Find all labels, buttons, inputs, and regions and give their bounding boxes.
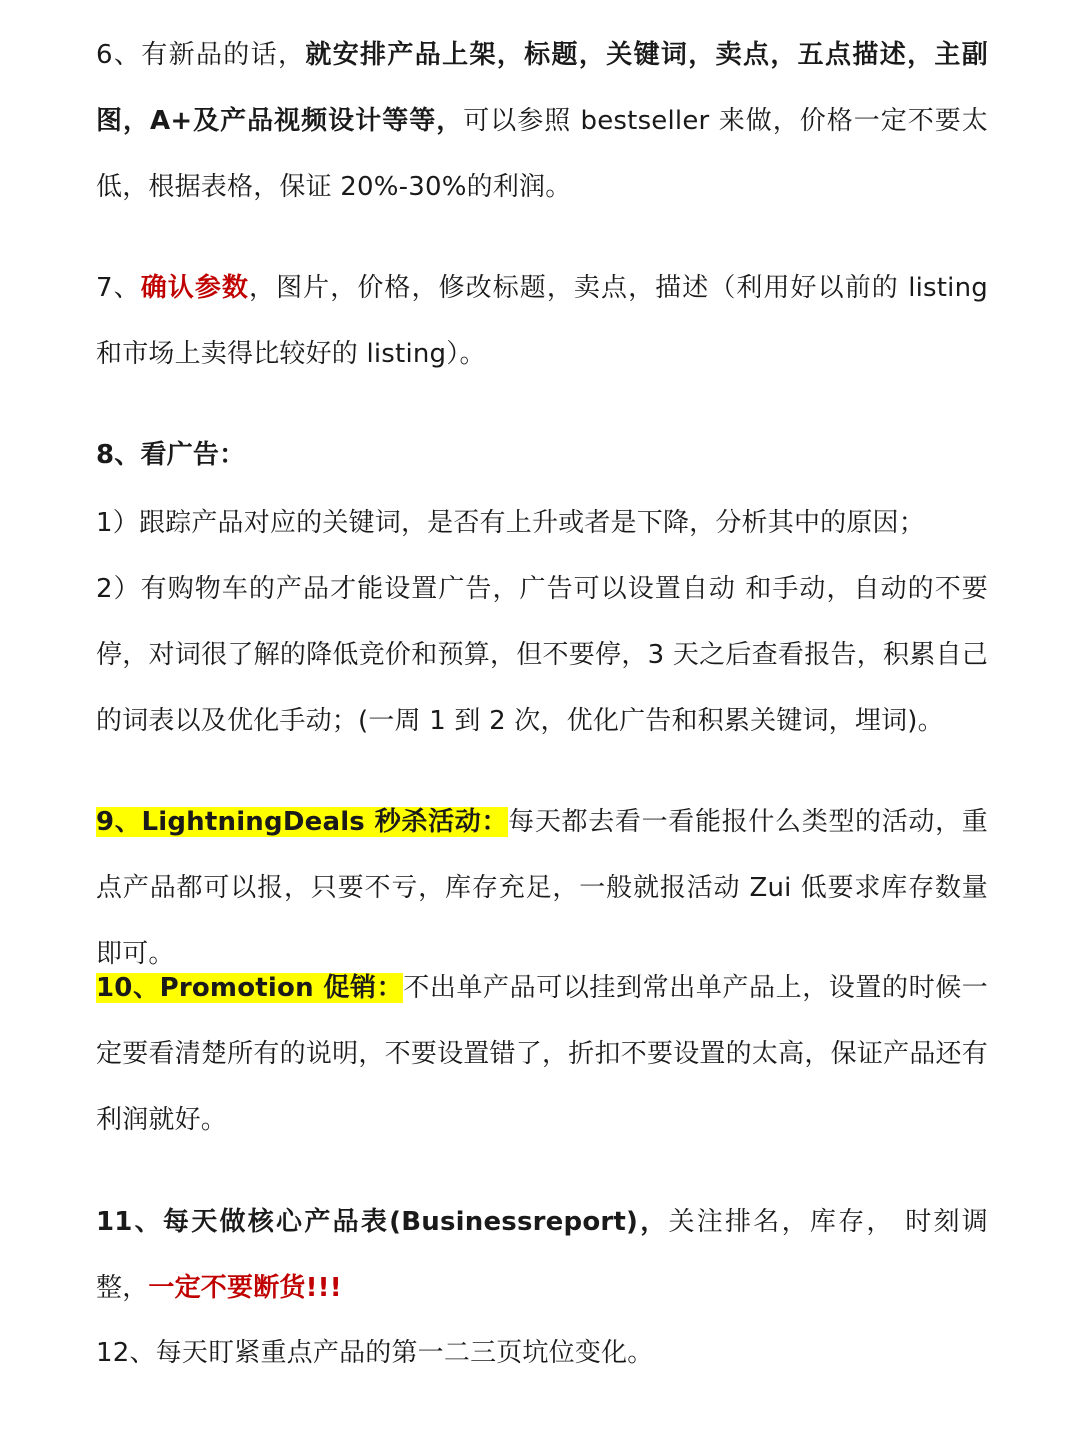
item-8-heading: 8、看广告：: [96, 440, 246, 470]
item-8-sub-1: 1）跟踪产品对应的关键词，是否有上升或者是下降，分析其中的原因；: [96, 508, 925, 538]
item-8-sub-2: 2）有购物车的产品才能设置广告，广告可以设置自动 和手动，自动的不要停，对词很了解的降低竞价和预算，但不要停，3 天之后查看报告，积累自己的词表以及优化手动；(一周 1 到 2 次，优化广告和积累关键词，埋词)。: [96, 574, 988, 736]
item-6-prefix: 6、有新品的话，: [96, 40, 306, 70]
item-10-rest-text: 不出单产品可以挂到常出单产品上，设置的时候一定要看清楚所有的说明，不要设置错了，折扣不要设置的太高，保证产品还有利润就好。: [96, 973, 988, 1135]
item-11-rest-text: 关注排名，库存， 时刻调整，: [96, 1207, 988, 1303]
item-7-rest-text: ，图片，价格，修改标题，卖点，描述（利用好以前的 listing 和市场上卖得比较好的 listing）。: [96, 273, 988, 369]
item-6-bold-text: 就安排产品上架，标题，关键词，卖点，五点描述，主副图，A+及产品视频设计等等，: [96, 40, 988, 136]
item-6-new-product-listing: [96, 22, 988, 220]
item-9-highlight: 9、LightningDeals 秒杀活动：: [96, 807, 509, 837]
item-7-prefix: 7、: [96, 273, 141, 303]
item-12-page-position: 12、每天盯紧重点产品的第一二三页坑位变化。: [96, 1338, 654, 1368]
item-11-red-text: 一定不要断货!!!: [148, 1273, 342, 1303]
item-6-rest-text: 可以参照 bestseller 来做，价格一定不要太低，根据表格，保证 20%-30%的利润。: [96, 106, 988, 202]
item-10-highlight: 10、Promotion 促销：: [96, 973, 404, 1003]
item-9-rest-text: 每天都去看一看能报什么类型的活动，重点产品都可以报，只要不亏，库存充足，一般就报活动 Zui 低要求库存数量即可。: [96, 807, 989, 969]
item-10-promotion: [96, 955, 988, 1153]
item-7-confirm-parameters: [96, 255, 988, 387]
item-11-business-report: [96, 1189, 988, 1321]
item-11-bold-text: 11、每天做核心产品表(Businessreport)，: [96, 1207, 669, 1237]
item-7-red-text: 确认参数: [140, 273, 250, 303]
